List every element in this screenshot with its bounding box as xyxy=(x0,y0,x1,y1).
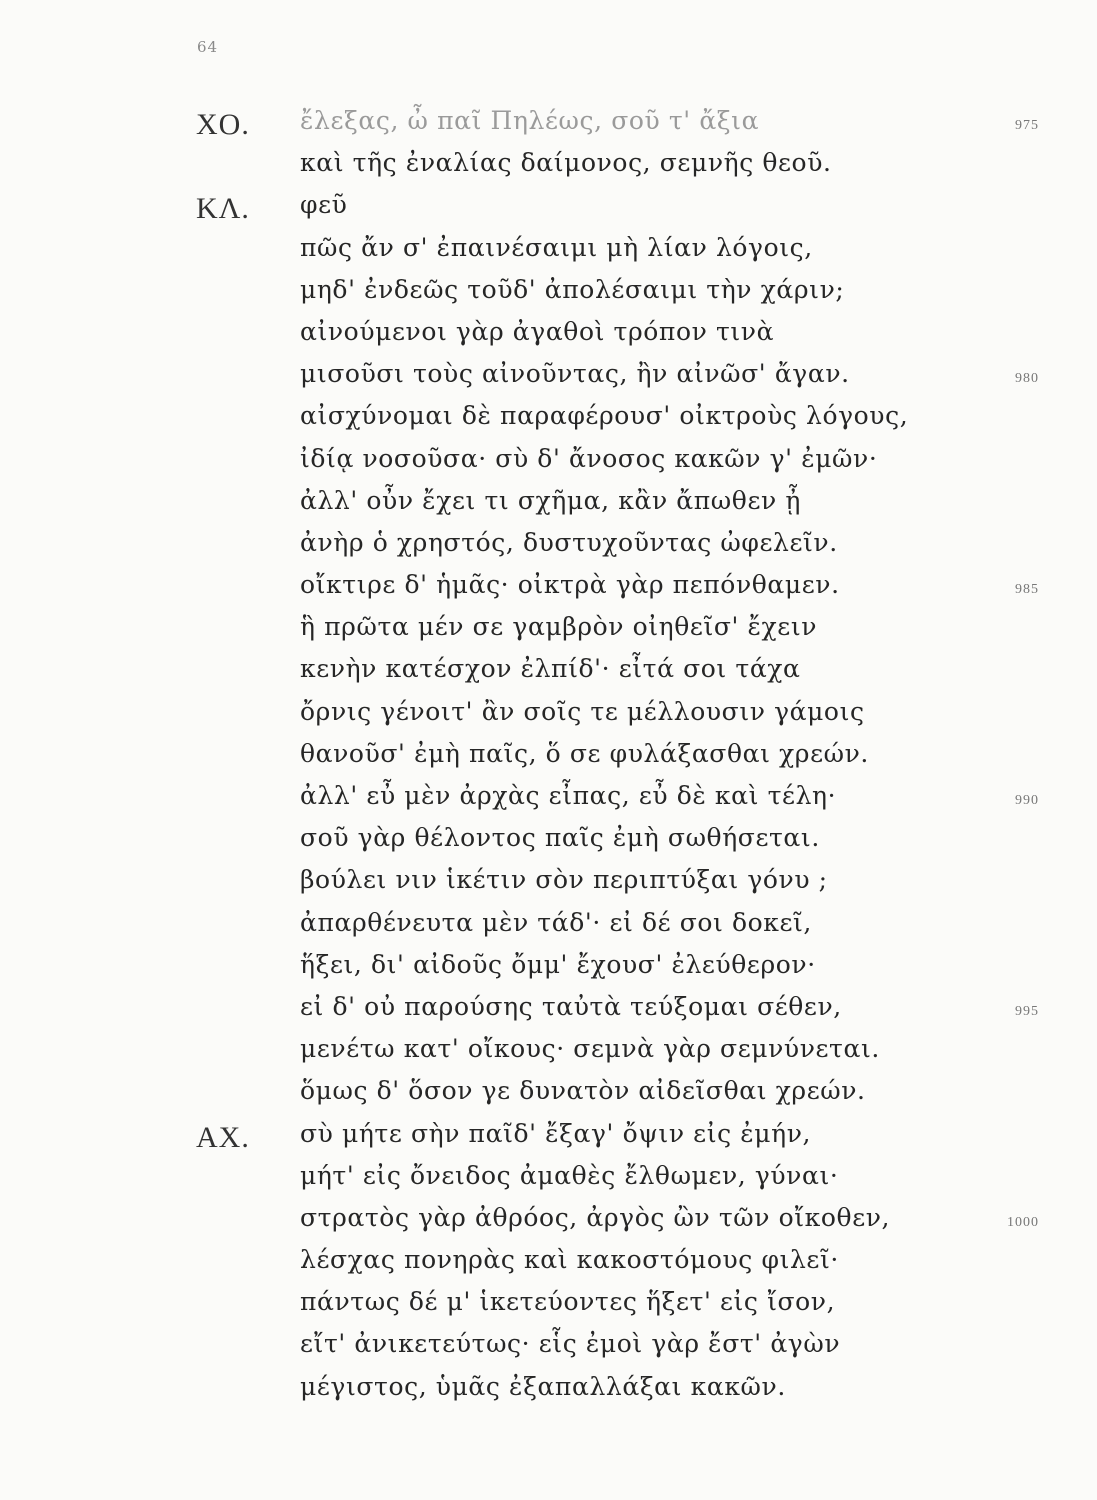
verse-text: ἀλλ' οὖν ἔχει τι σχῆμα, κἂν ἄπωθεν ᾖ xyxy=(300,485,801,515)
verse-line xyxy=(0,273,1097,315)
verse-block xyxy=(0,104,1097,1412)
verse-text: καὶ τῆς ἐναλίας δαίμονος, σεμνῆς θεοῦ. xyxy=(300,148,832,178)
verse-text: μήτ' εἰς ὄνειδος ἀμαθὲς ἔλθωμεν, γύναι· xyxy=(300,1160,839,1190)
verse-text: σὺ μήτε σὴν παῖδ' ἔξαγ' ὄψιν εἰς ἐμήν, xyxy=(300,1118,812,1148)
verse-text: πάντως δέ μ' ἱκετεύοντες ἥξετ' εἰς ἴσον, xyxy=(300,1287,836,1317)
verse-line xyxy=(0,695,1097,737)
verse-text: στρατὸς γὰρ ἀθρόος, ἀργὸς ὢν τῶν οἴκοθεν, xyxy=(300,1202,891,1232)
verse-text: βούλει νιν ἱκέτιν σὸν περιπτύξαι γόνυ ; xyxy=(300,865,828,895)
verse-line xyxy=(0,104,1097,146)
verse-line xyxy=(0,357,1097,399)
verse-line xyxy=(0,1159,1097,1201)
verse-text: εἰ δ' οὐ παρούσης ταὐτὰ τεύξομαι σέθεν, xyxy=(300,991,842,1021)
verse-line xyxy=(0,652,1097,694)
verse-line xyxy=(0,1201,1097,1243)
verse-text: ἀνὴρ ὁ χρηστός, δυστυχοῦντας ὠφελεῖν. xyxy=(300,527,838,557)
verse-line xyxy=(0,188,1097,230)
verse-line xyxy=(0,779,1097,821)
speaker-label: ΧΟ. xyxy=(196,108,250,141)
line-number: 990 xyxy=(1015,793,1039,808)
verse-line xyxy=(0,990,1097,1032)
verse-text: σοῦ γὰρ θέλοντος παῖς ἐμὴ σωθήσεται. xyxy=(300,823,820,853)
verse-text: εἴτ' ἀνικετεύτως· εἷς ἐμοὶ γὰρ ἔστ' ἀγὼν xyxy=(300,1329,841,1359)
verse-line xyxy=(0,1327,1097,1369)
line-number: 1000 xyxy=(1007,1214,1039,1230)
verse-text: λέσχας πονηρὰς καὶ κακοστόμους φιλεῖ· xyxy=(300,1245,839,1275)
verse-line xyxy=(0,399,1097,441)
verse-line xyxy=(0,1032,1097,1074)
verse-text: ὅμως δ' ὅσον γε δυνατὸν αἰδεῖσθαι χρεών. xyxy=(300,1076,866,1106)
verse-line xyxy=(0,737,1097,779)
verse-text: αἰνούμενοι γὰρ ἀγαθοὶ τρόπον τινὰ xyxy=(300,316,775,346)
verse-line xyxy=(0,568,1097,610)
verse-line xyxy=(0,610,1097,652)
verse-text: ὄρνις γένοιτ' ἂν σοῖς τε μέλλουσιν γάμοις xyxy=(300,696,865,726)
verse-text: μηδ' ἐνδεῶς τοῦδ' ἀπολέσαιμι τὴν χάριν; xyxy=(300,274,845,304)
verse-line xyxy=(0,863,1097,905)
speaker-label: ΚΛ. xyxy=(196,192,250,226)
verse-text: μενέτω κατ' οἴκους· σεμνὰ γὰρ σεμνύνεται. xyxy=(300,1034,880,1064)
verse-text: ἥξει, δι' αἰδοῦς ὄμμ' ἔχουσ' ἐλεύθερον· xyxy=(300,949,816,979)
verse-line xyxy=(0,442,1097,484)
verse-text: φεῦ xyxy=(300,190,348,220)
verse-line xyxy=(0,146,1097,188)
line-number: 985 xyxy=(1015,582,1039,598)
verse-line xyxy=(0,906,1097,948)
verse-text: μέγιστος, ὑμᾶς ἐξαπαλλάξαι κακῶν. xyxy=(300,1371,786,1401)
verse-line xyxy=(0,526,1097,568)
verse-text: θανοῦσ' ἐμὴ παῖς, ὅ σε φυλάξασθαι χρεών. xyxy=(300,738,869,768)
verse-text: ἀλλ' εὖ μὲν ἀρχὰς εἶπας, εὖ δὲ καὶ τέλη· xyxy=(300,781,837,810)
verse-text: πῶς ἄν σ' ἐπαινέσαιμι μὴ λίαν λόγοις, xyxy=(300,232,813,262)
page-number: 64 xyxy=(197,38,219,56)
verse-line xyxy=(0,1243,1097,1285)
verse-text: ἣ πρῶτα μέν σε γαμβρὸν οἰηθεῖσ' ἔχειν xyxy=(300,612,818,642)
verse-line xyxy=(0,315,1097,357)
verse-text: αἰσχύνομαι δὲ παραφέρουσ' οἰκτροὺς λόγους, xyxy=(300,401,909,431)
verse-line xyxy=(0,1285,1097,1327)
verse-line xyxy=(0,484,1097,526)
verse-line xyxy=(0,821,1097,863)
verse-line xyxy=(0,1117,1097,1159)
verse-text: κενὴν κατέσχον ἐλπίδ'· εἶτά σοι τάχα xyxy=(300,654,801,684)
line-number: 975 xyxy=(1015,118,1039,133)
verse-text: ἰδίᾳ νοσοῦσα· σὺ δ' ἄνοσος κακῶν γ' ἐμῶν· xyxy=(300,443,878,473)
verse-line xyxy=(0,231,1097,273)
line-number: 995 xyxy=(1015,1003,1039,1019)
verse-line xyxy=(0,1370,1097,1412)
verse-text: οἴκτιρε δ' ἡμᾶς· οἰκτρὰ γὰρ πεπόνθαμεν. xyxy=(300,570,840,600)
speaker-label: ΑΧ. xyxy=(196,1120,250,1154)
verse-line xyxy=(0,1074,1097,1116)
verse-text: ἔλεξας, ὦ παῖ Πηλέως, σοῦ τ' ἄξια xyxy=(300,106,760,135)
verse-line xyxy=(0,948,1097,990)
verse-text: μισοῦσι τοὺς αἰνοῦντας, ἢν αἰνῶσ' ἄγαν. xyxy=(300,359,850,389)
verse-text: ἀπαρθένευτα μὲν τάδ'· εἰ δέ σοι δοκεῖ, xyxy=(300,907,812,937)
line-number: 980 xyxy=(1015,371,1039,387)
